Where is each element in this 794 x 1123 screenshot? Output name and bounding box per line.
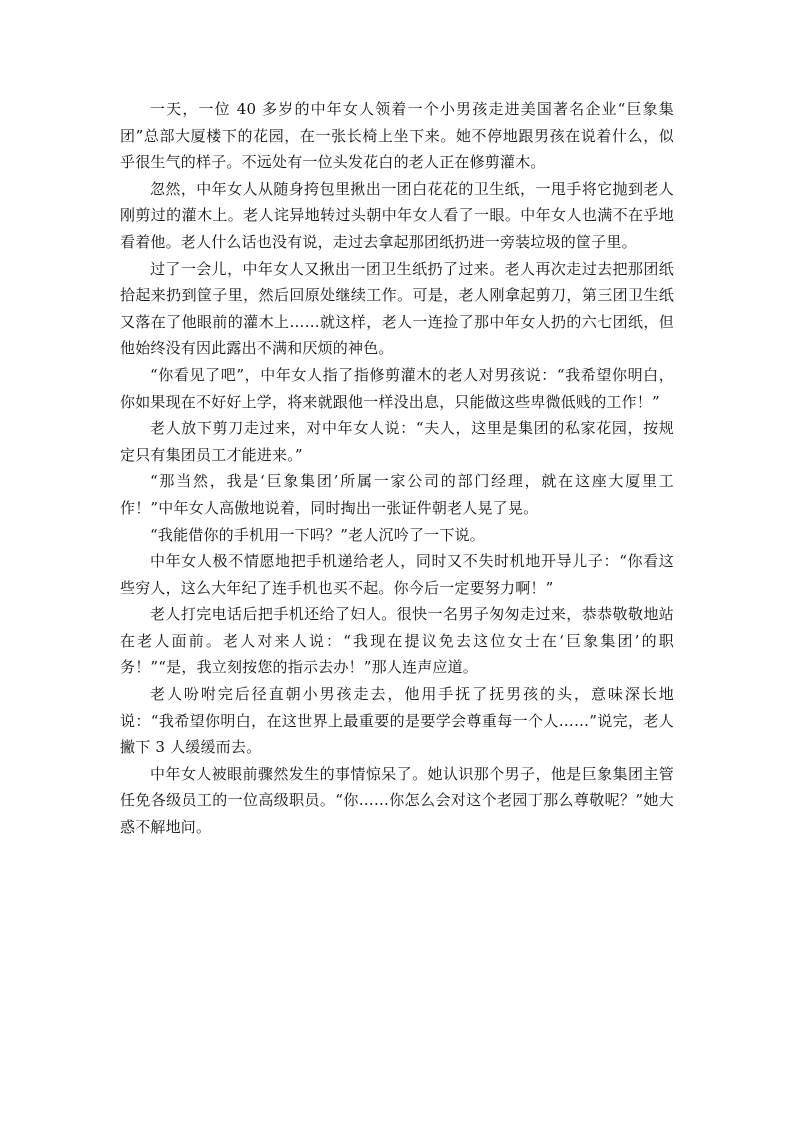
paragraph-9: 老人打完电话后把手机还给了妇人。很快一名男子匆匆走过来，恭恭敬敬地站在老人面前。老人对来人说：“我现在提议免去这位女士在‘巨象集团’的职务！”“是，我立刻按您的指示去办！”那人连声应道。 [120, 605, 674, 677]
document-body [120, 96, 674, 841]
paragraph-8: 中年女人极不情愿地把手机递给老人，同时又不失时机地开导儿子：“你看这些穷人，这么大年纪了连手机也买不起。你今后一定要努力啊！” [120, 552, 674, 597]
paragraph-2: 忽然，中年女人从随身挎包里揪出一团白花花的卫生纸，一甩手将它抛到老人刚剪过的灌木上。老人诧异地转过头朝中年女人看了一眼。中年女人也满不在乎地看着他。老人什么话也没有说，走过去拿起那团纸扔进一旁装垃圾的筐子里。 [120, 179, 674, 251]
paragraph-1: 一天，一位 40 多岁的中年女人领着一个小男孩走进美国著名企业“巨象集团”总部大厦楼下的花园，在一张长椅上坐下来。她不停地跟男孩在说着什么，似乎很生气的样子。不远处有一位头发花白的老人正在修剪灌木。 [120, 100, 674, 172]
paragraph-7: “我能借你的手机用一下吗？”老人沉吟了一下说。 [150, 525, 485, 544]
paragraph-6: “那当然，我是‘巨象集团’所属一家公司的部门经理，就在这座大厦里工作！”中年女人高傲地说着，同时掏出一张证件朝老人晃了晃。 [120, 472, 674, 517]
paragraph-3: 过了一会儿，中年女人又揪出一团卫生纸扔了过来。老人再次走过去把那团纸拾起来扔到筐子里，然后回原处继续工作。可是，老人刚拿起剪刀，第三团卫生纸又落在了他眼前的灌木上……就这样，老人一连捡了那中年女人扔的六七团纸，但他始终没有因此露出不满和厌烦的神色。 [120, 259, 674, 358]
paragraph-5: 老人放下剪刀走过来，对中年女人说：“夫人，这里是集团的私家花园，按规定只有集团员工才能进来。” [120, 419, 674, 464]
paragraph-4: “你看见了吧”，中年女人指了指修剪灌木的老人对男孩说：“我希望你明白，你如果现在不好好上学，将来就跟他一样没出息，只能做这些卑微低贱的工作！” [120, 365, 674, 411]
paragraph-11: 中年女人被眼前骤然发生的事情惊呆了。她认识那个男子，他是巨象集团主管任免各级员工的一位高级职员。“你……你怎么会对这个老园丁那么尊敬呢？”她大惑不解地问。 [120, 764, 674, 837]
paragraph-10: 老人吩咐完后径直朝小男孩走去，他用手抚了抚男孩的头，意味深长地说：“我希望你明白，在这世界上最重要的是要学会尊重每一个人……”说完，老人撇下 3 人缓缓而去。 [120, 685, 674, 757]
